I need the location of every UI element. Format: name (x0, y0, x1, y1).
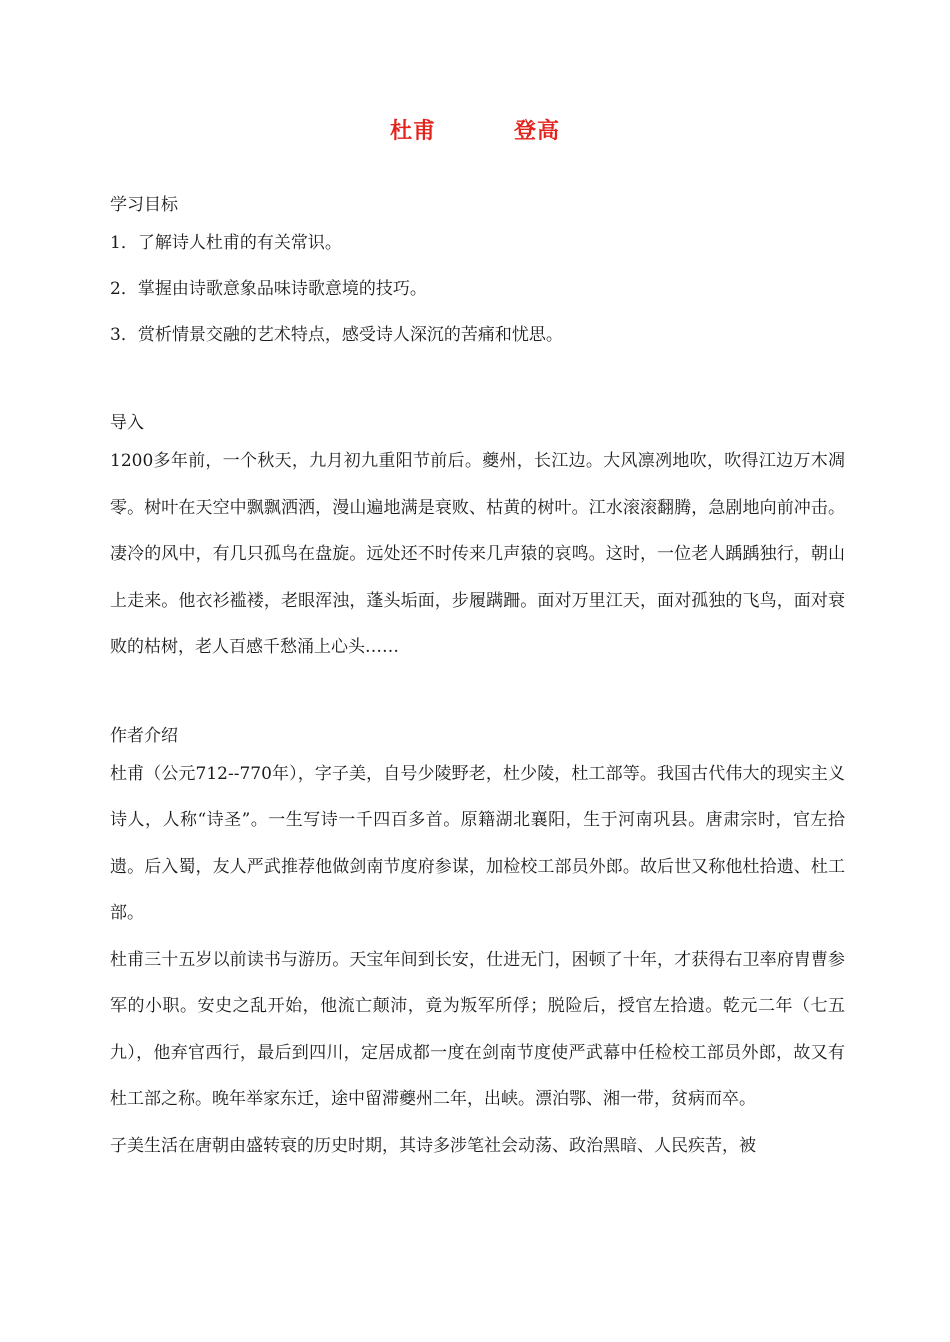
objectives-heading: 学习目标 (110, 195, 178, 215)
author-paragraph: 子美生活在唐朝由盛转衰的历史时期，其诗多涉笔社会动荡、政治黑暗、人民疾苦，被 (110, 1135, 756, 1156)
intro-heading: 导入 (110, 413, 144, 433)
document-title (0, 114, 950, 145)
objectives-list (110, 220, 845, 358)
author-heading: 作者介绍 (110, 725, 178, 746)
section-spacer (110, 671, 845, 721)
document-body (110, 190, 845, 1169)
title-author: 杜甫 (389, 119, 436, 144)
objective-item: 3．赏析情景交融的艺术特点，感受诗人深沉的苦痛和忧思。 (110, 325, 563, 345)
title-poem: 登高 (514, 119, 561, 144)
objective-item: 2．掌握由诗歌意象品味诗歌意境的技巧。 (110, 279, 427, 299)
intro-paragraph: 1200多年前，一个秋天，九月初九重阳节前后。夔州，长江边。大风凛冽地吹，吹得江边万木凋零。树叶在天空中飘飘洒洒，漫山遍地满是衰败、枯黄的树叶。江水滚滚翻腾，急剧地向前冲击。凄冷的风中，有几只孤鸟在盘旋。远处还不时传来几声猿的哀鸣。这时，一位老人踽踽独行，朝山上走来。他衣衫褴褛，老眼浑浊，蓬头垢面，步履蹒跚。面对万里江天，面对孤独的飞鸟，面对衰败的枯树，老人百感千愁涌上心头…… (110, 451, 845, 657)
section-spacer (110, 358, 845, 408)
objective-item: 1．了解诗人杜甫的有关常识。 (110, 233, 342, 253)
author-paragraph: 杜甫（公元712--770年），字子美，自号少陵野老，杜少陵，杜工部等。我国古代伟大的现实主义诗人，人称“诗圣”。一生写诗一千四百多首。原籍湖北襄阳，生于河南巩县。唐肃宗时，官左拾遗。后入蜀，友人严武推荐他做剑南节度府参谋，加检校工部员外郎。故后世又称他杜拾遗、杜工部。 (110, 763, 845, 923)
author-paragraph: 杜甫三十五岁以前读书与游历。天宝年间到长安，仕进无门，困顿了十年，才获得右卫率府胄曹参军的小职。安史之乱开始，他流亡颠沛，竟为叛军所俘；脱险后，授官左拾遗。乾元二年（七五九），他弃官西行，最后到四川，定居成都一度在剑南节度使严武幕中任检校工部员外郎，故又有杜工部之称。晚年举家东迁，途中留滞夔州二年，出峡。漂泊鄂、湘一带，贫病而卒。 (110, 949, 845, 1109)
